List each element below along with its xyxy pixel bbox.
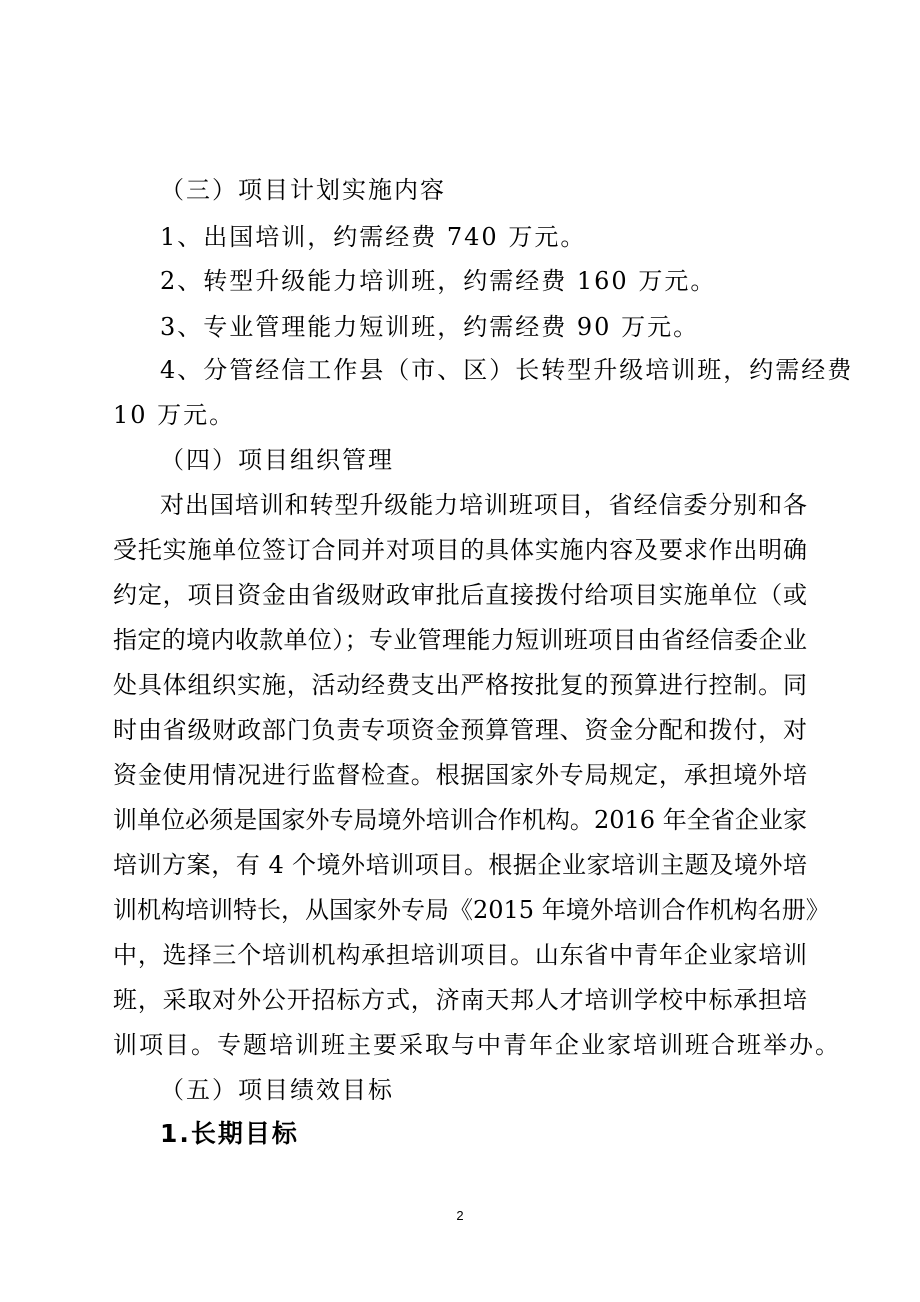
paragraph-line: 资金使用情况进行监督检查。根据国家外专局规定，承担境外培 [113, 761, 807, 789]
list-item-3: 3、专业管理能力短训班，约需经费 90 万元。 [160, 313, 700, 341]
paragraph-line: 班，采取对外公开招标方式，济南天邦人才培训学校中标承担培 [113, 986, 807, 1014]
list-item-2: 2、转型升级能力培训班，约需经费 160 万元。 [160, 267, 717, 295]
page-number: 2 [456, 1208, 464, 1223]
paragraph-line: 时由省级财政部门负责专项资金预算管理、资金分配和拨付，对 [113, 716, 807, 744]
section5-heading: （五）项目绩效目标 [160, 1076, 394, 1104]
paragraph-line: 受托实施单位签订合同并对项目的具体实施内容及要求作出明确 [113, 536, 807, 564]
paragraph-line: 对出国培训和转型升级能力培训班项目，省经信委分别和各 [160, 491, 807, 519]
paragraph-line: 处具体组织实施，活动经费支出严格按批复的预算进行控制。同 [113, 671, 807, 699]
paragraph-line: 约定，项目资金由省级财政审批后直接拨付给项目实施单位（或 [113, 581, 807, 609]
list-item-4-line-1: 4、分管经信工作县（市、区）长转型升级培训班，约需经费 [160, 356, 854, 384]
paragraph-line: 训项目。专题培训班主要采取与中青年企业家培训班合班举办。 [113, 1031, 841, 1059]
paragraph-line: 培训方案，有 4 个境外培训项目。根据企业家培训主题及境外培 [113, 851, 807, 879]
subheading-long-term-goals: 1.长期目标 [160, 1119, 299, 1148]
list-item-4-line-2: 10 万元。 [113, 401, 236, 429]
paragraph-line: 中，选择三个培训机构承担培训项目。山东省中青年企业家培训 [113, 941, 807, 969]
paragraph-line: 训单位必须是国家外专局境外培训合作机构。2016 年全省企业家 [113, 806, 807, 834]
paragraph-line: 指定的境内收款单位）；专业管理能力短训班项目由省经信委企业 [113, 626, 807, 654]
list-item-1: 1、出国培训，约需经费 740 万元。 [160, 223, 587, 251]
section3-heading: （三）项目计划实施内容 [160, 176, 446, 204]
section4-heading: （四）项目组织管理 [160, 446, 394, 474]
paragraph-line: 训机构培训特长，从国家外专局《2015 年境外培训合作机构名册》 [113, 896, 830, 924]
